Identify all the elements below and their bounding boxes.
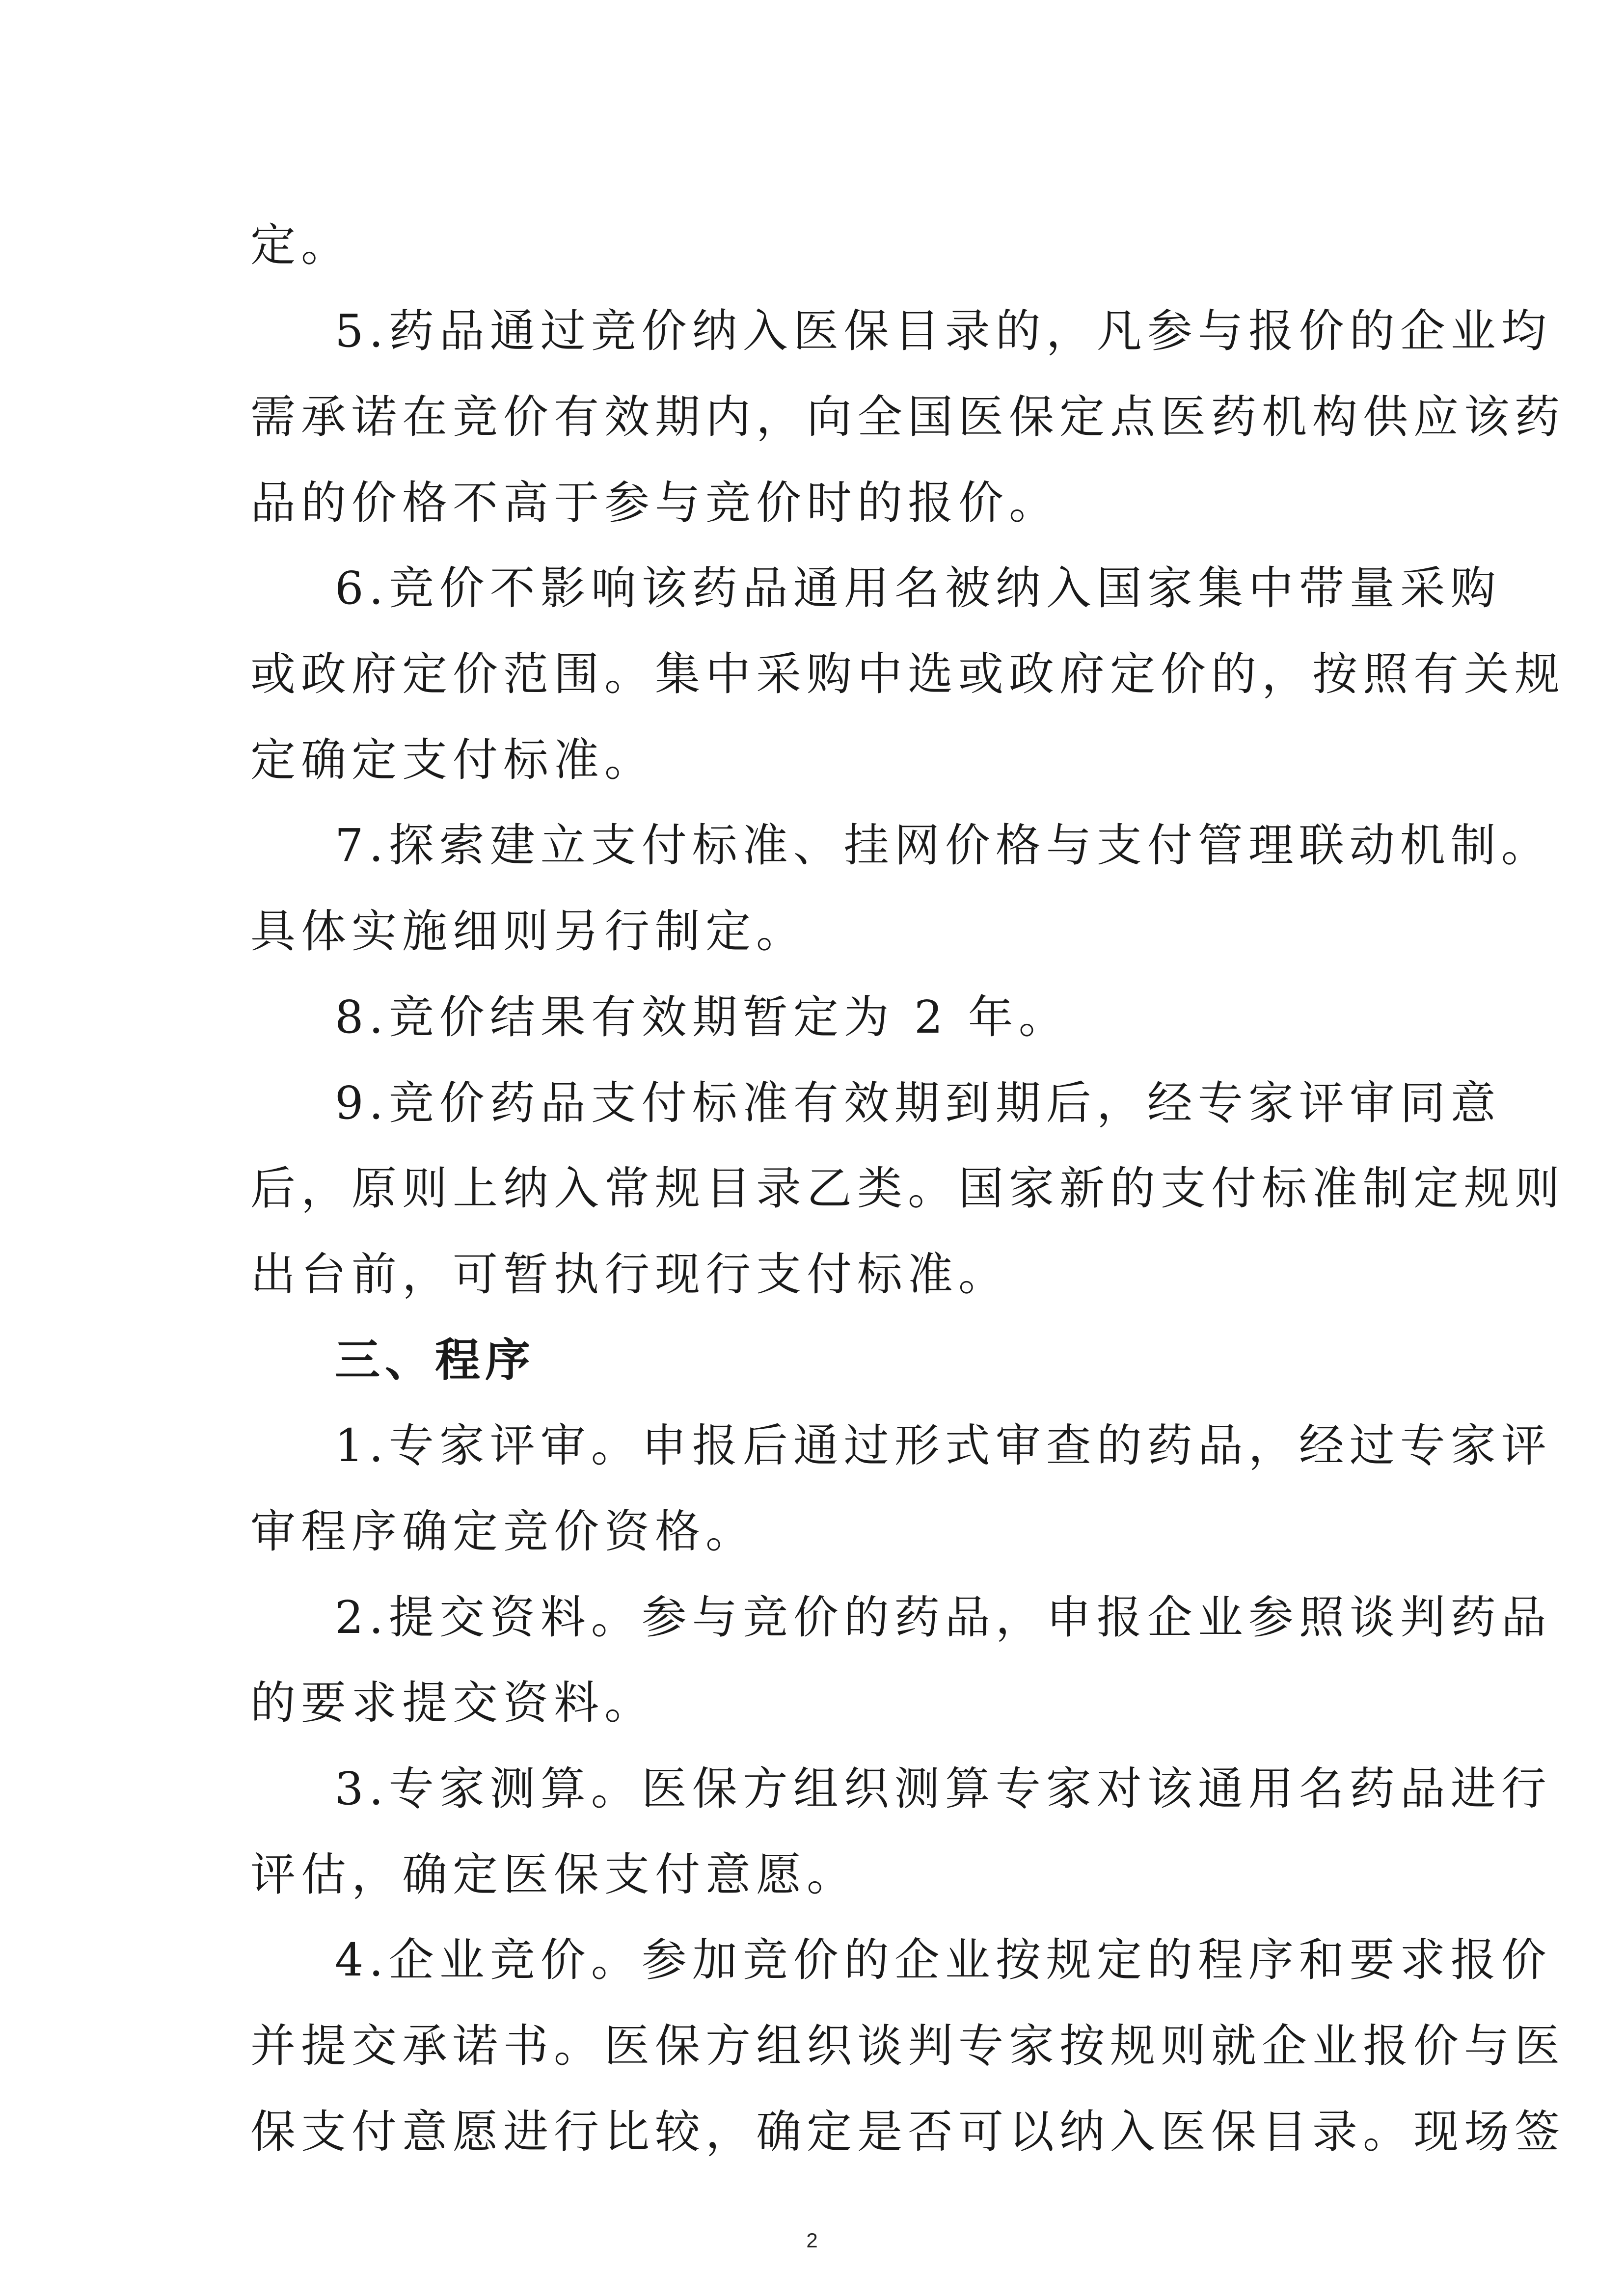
text-line: 后，原则上纳入常规目录乙类。国家新的支付标准制定规则 <box>250 1162 1566 1215</box>
text-line: 或政府定价范围。集中采购中选或政府定价的，按照有关规 <box>250 648 1566 700</box>
text-line: 5.药品通过竞价纳入医保目录的，凡参与报价的企业均 <box>335 305 1552 357</box>
text-line: 1.专家评审。申报后通过形式审查的药品，经过专家评 <box>335 1419 1552 1472</box>
text-line: 定确定支付标准。 <box>250 734 655 786</box>
text-line: 并提交承诺书。医保方组织谈判专家按规则就企业报价与医 <box>250 2020 1566 2072</box>
text-line: 2.提交资料。参与竞价的药品，申报企业参照谈判药品 <box>335 1591 1552 1644</box>
text-line: 6.竞价不影响该药品通用名被纳入国家集中带量采购 <box>335 562 1501 614</box>
text-line: 品的价格不高于参与竞价时的报价。 <box>250 477 1060 529</box>
text-line: 需承诺在竞价有效期内，向全国医保定点医药机构供应该药 <box>250 391 1566 443</box>
page-number: 2 <box>806 2229 818 2252</box>
text-line: 保支付意愿进行比较，确定是否可以纳入医保目录。现场签 <box>250 2106 1566 2158</box>
text-line: 7.探索建立支付标准、挂网价格与支付管理联动机制。 <box>335 819 1552 872</box>
text-line: 出台前，可暂执行现行支付标准。 <box>250 1248 1009 1301</box>
text-line: 评估，确定医保支付意愿。 <box>250 1848 858 1901</box>
text-line: 4.企业竞价。参加竞价的企业按规定的程序和要求报价 <box>335 1934 1552 1986</box>
section-heading: 三、程序 <box>335 1334 536 1387</box>
text-line: 的要求提交资料。 <box>250 1677 655 1729</box>
text-line: 8.竞价结果有效期暂定为 2 年。 <box>335 991 1069 1043</box>
text-line: 3.专家测算。医保方组织测算专家对该通用名药品进行 <box>335 1762 1552 1815</box>
text-line: 定。 <box>250 219 352 271</box>
text-line: 9.竞价药品支付标准有效期到期后，经专家评审同意 <box>335 1077 1501 1129</box>
text-line: 审程序确定竞价资格。 <box>250 1505 757 1558</box>
text-line: 具体实施细则另行制定。 <box>250 905 807 958</box>
